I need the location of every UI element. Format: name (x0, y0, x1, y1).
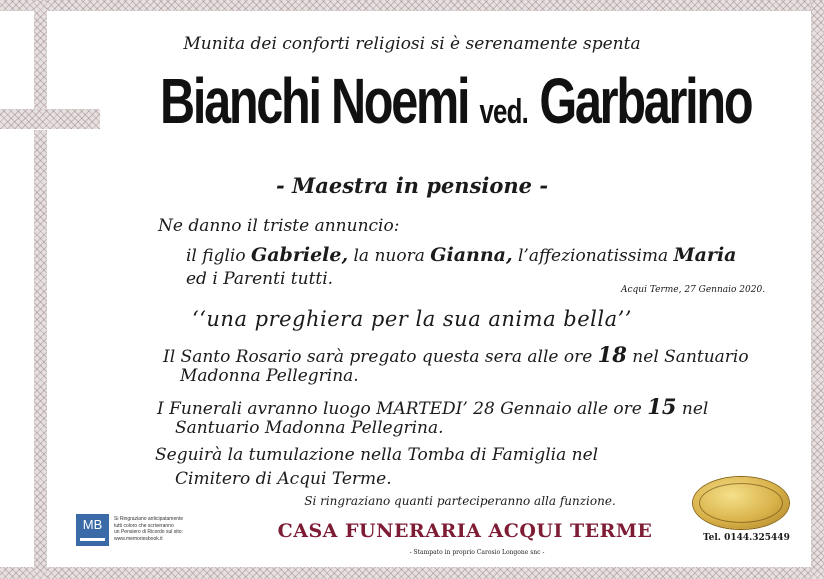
funeral-line-1 (157, 394, 708, 419)
memoriesbook-line-3: un Pensiero di Ricordo sul sito: (114, 529, 183, 535)
printer-credit: - Stampato in proprio Carosio Longone snc - (409, 549, 545, 556)
family-line (186, 244, 736, 266)
decorative-border-top (0, 0, 824, 11)
decorative-border-right (811, 0, 824, 579)
deceased-name (160, 64, 751, 138)
memoriesbook-logo (76, 514, 109, 546)
rosary-text-2: nel Santuario (626, 347, 749, 367)
daughter-in-law-name: Gianna, (430, 244, 513, 266)
rosary-text-1: Il Santo Rosario sarà pregato questa sera alle ore (163, 347, 598, 367)
rosary-line-2: Madonna Pellegrina. (180, 366, 359, 386)
burial-line-1: Seguirà la tumulazione nella Tomba di Famiglia nel (155, 445, 599, 465)
rosary-hour: 18 (597, 342, 627, 367)
cross-arm (0, 109, 100, 129)
memoriesbook-line-2: tutti coloro che scriveranno (114, 522, 174, 529)
seal-ring (699, 483, 783, 523)
relatives-line: ed i Parenti tutti. (186, 269, 334, 289)
widow-abbrev: ved. (479, 93, 529, 131)
funeral-text-1: I Funerali avranno luogo MARTEDI’ 28 Gennaio alle ore (157, 399, 648, 419)
funeral-line-2: Santuario Madonna Pellegrina. (175, 418, 444, 438)
thanks-line: Si ringraziano quanti parteciperanno alla funzione. (304, 494, 616, 508)
memoriesbook-line-1: Si Ringraziano anticipatamente (114, 516, 184, 522)
family-text-2: la nuora (348, 246, 431, 266)
family-text-3: l’affezionatissima (512, 246, 674, 266)
married-surname: Garbarino (539, 65, 752, 137)
son-name: Gabriele, (251, 244, 349, 266)
company-name: CASA FUNERARIA ACQUI TERME (277, 520, 653, 542)
dateline: Acqui Terme, 27 Gennaio 2020. (621, 285, 766, 295)
prayer-quote: ‘‘una preghiera per la sua anima bella’’ (192, 307, 632, 331)
cross-upright-top (34, 0, 47, 110)
profession: - Maestra in pensione - (275, 173, 549, 198)
memoriesbook-note (114, 516, 186, 542)
funeral-hour: 15 (647, 394, 677, 419)
funeral-text-2: nel (676, 399, 709, 419)
deceased-given-name: Bianchi Noemi (160, 65, 469, 137)
phone-number: Tel. 0144.325449 (703, 533, 790, 543)
memoriesbook-logo-text: MB (82, 517, 103, 532)
rosary-line-1 (163, 342, 749, 367)
family-text-1: il figlio (186, 246, 252, 266)
decorative-border-bottom (0, 567, 824, 579)
burial-line-2: Cimitero di Acqui Terme. (175, 469, 392, 489)
funeral-home-seal (693, 477, 789, 529)
memoriesbook-url: www.memoriesbook.it (114, 535, 163, 542)
book-icon (80, 538, 105, 541)
intro-line: Munita dei conforti religiosi si è serenamente spenta (183, 34, 641, 54)
friend-name: Maria (673, 244, 737, 266)
announcement-intro: Ne danno il triste annuncio: (158, 216, 400, 236)
